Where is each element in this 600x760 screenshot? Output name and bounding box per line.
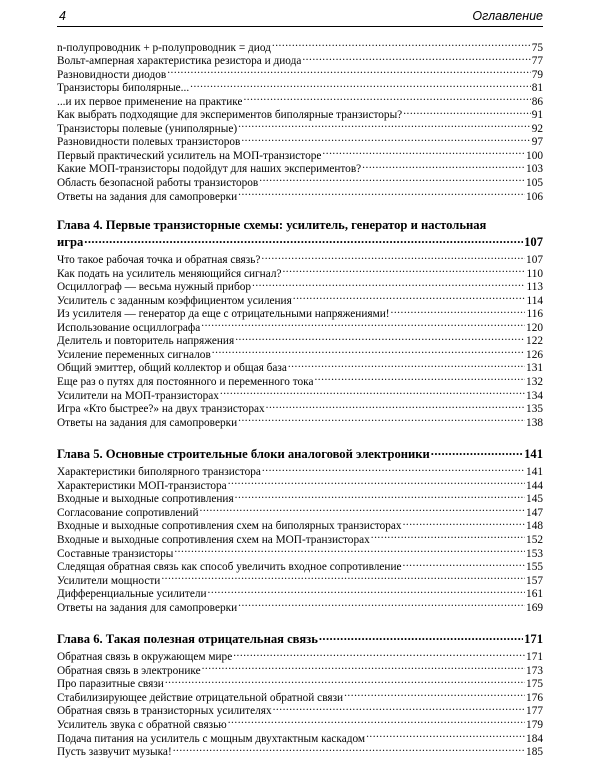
dot-leader	[238, 597, 525, 611]
dot-leader	[288, 358, 525, 372]
toc-entry-title: Ответы на задания для самопроверки	[57, 601, 238, 614]
toc-entry-title: Характеристики биполярного транзистора	[57, 466, 261, 479]
table-of-contents	[57, 37, 543, 759]
toc-entry-title: Составные транзисторы	[57, 547, 174, 560]
toc-entry-page: 145	[526, 493, 543, 506]
toc-entry[interactable]	[57, 37, 543, 54]
dot-leader	[302, 51, 530, 65]
toc-entry-title: Обратная связь в электронике	[57, 664, 201, 677]
toc-entry-title: Усилитель с заданным коэффициентом усиления	[57, 294, 292, 307]
dot-leader	[261, 250, 525, 264]
toc-entry-page: 177	[526, 705, 543, 718]
dot-leader	[259, 172, 525, 186]
toc-entry-title: Входные и выходные сопротивления	[57, 493, 234, 506]
dot-leader	[228, 475, 525, 489]
dot-leader	[344, 687, 525, 701]
dot-leader	[201, 317, 525, 331]
toc-entry-title: Следящая обратная связь как способ увеличить входное сопротивление	[57, 561, 402, 574]
toc-entry-page: 161	[526, 588, 543, 601]
dot-leader	[403, 557, 526, 571]
dot-leader	[165, 674, 525, 688]
toc-entry[interactable]	[57, 462, 543, 479]
toc-entry-page: 141	[526, 466, 543, 479]
toc-entry-page: 135	[526, 403, 543, 416]
toc-entry-page: 144	[526, 479, 543, 492]
dot-leader	[167, 64, 530, 78]
dot-leader	[233, 647, 525, 661]
toc-entry-page: 152	[526, 533, 543, 546]
toc-entry-page: 107	[526, 254, 543, 267]
dot-leader	[190, 78, 531, 92]
dot-leader	[212, 344, 525, 358]
toc-entry-page: 126	[526, 348, 543, 361]
toc-entry-title: Усилители на МОП-транзисторах	[57, 389, 219, 402]
toc-entry-page: 176	[526, 691, 543, 704]
toc-entry[interactable]	[57, 250, 543, 267]
toc-entry-title: Усилитель звука с обратной связью	[57, 718, 227, 731]
dot-leader	[238, 412, 525, 426]
chapter-5-heading[interactable]	[57, 444, 543, 461]
dot-leader	[431, 444, 523, 458]
toc-entry-page: 114	[526, 294, 543, 307]
chapter-5-entries	[57, 462, 543, 614]
dot-leader	[362, 159, 525, 173]
dot-leader	[220, 385, 525, 399]
toc-entry-page: 148	[526, 520, 543, 533]
toc-entry-title: Первый практический усилитель на МОП-транзисторе	[57, 149, 322, 162]
toc-entry-page: 77	[531, 55, 543, 68]
dot-leader	[173, 742, 525, 756]
toc-entry-title: Вольт-амперная характеристика резистора и диода	[57, 55, 302, 68]
page-number: 4	[59, 9, 66, 23]
toc-entry-page: 105	[526, 177, 543, 190]
toc-entry-page: 86	[531, 95, 543, 108]
toc-entry-page: 79	[531, 68, 543, 81]
toc-entry-page: 134	[526, 389, 543, 402]
chapter-5-title: Глава 5. Основные строительные блоки аналоговой электроники	[57, 446, 430, 461]
dot-leader	[266, 399, 525, 413]
toc-entry-page: 138	[526, 416, 543, 429]
toc-entry-title: Общий эмиттер, общий коллектор и общая база	[57, 362, 287, 375]
running-title: Оглавление	[472, 9, 543, 23]
dot-leader	[366, 728, 525, 742]
toc-entry-page: 185	[526, 746, 543, 759]
toc-entry-title: Игра «Кто быстрее?» на двух транзисторах	[57, 403, 265, 416]
toc-entry-title: Обратная связь в транзисторных усилителях	[57, 705, 272, 718]
intro-entries	[57, 37, 543, 203]
toc-entry-title: Какие МОП-транзисторы подойдут для наших экспериментов?	[57, 163, 362, 176]
dot-leader	[282, 263, 525, 277]
chapter-4-page: 107	[524, 234, 543, 249]
toc-entry-title: Обратная связь в окружающем мире	[57, 651, 233, 664]
toc-entry-title: Усиление переменных сигналов	[57, 348, 211, 361]
toc-entry-page: 100	[526, 149, 543, 162]
toc-entry-title: Как выбрать подходящие для экспериментов биполярные транзисторы?	[57, 109, 403, 122]
toc-entry-page: 75	[531, 41, 543, 54]
toc-entry-title: Входные и выходные сопротивления схем на МОП-транзисторах	[57, 533, 370, 546]
toc-entry-page: 92	[531, 122, 543, 135]
dot-leader	[403, 516, 525, 530]
chapter-6-page: 171	[524, 631, 543, 646]
chapter-4-heading[interactable]	[57, 218, 543, 249]
dot-leader	[238, 186, 525, 200]
chapter-4-title-line2: игра	[57, 234, 84, 249]
toc-entry-page: 91	[531, 109, 543, 122]
dot-leader	[252, 277, 525, 291]
toc-entry-title: Входные и выходные сопротивления схем на биполярных транзисторах	[57, 520, 402, 533]
toc-entry-page: 157	[526, 574, 543, 587]
chapter-4-title-line1: Глава 4. Первые транзисторные схемы: усилитель, генератор и настольная	[57, 217, 487, 232]
dot-leader	[314, 371, 525, 385]
dot-leader	[391, 304, 526, 318]
dot-leader	[293, 290, 526, 304]
toc-entry-page: 81	[531, 82, 543, 95]
toc-entry-page: 153	[526, 547, 543, 560]
toc-entry-title: Область безопасной работы транзисторов	[57, 177, 259, 190]
toc-entry-page: 110	[526, 267, 543, 280]
toc-entry-title: Про паразитные связи	[57, 678, 164, 691]
toc-entry-title: Разновидности полевых транзисторов	[57, 136, 241, 149]
dot-leader	[235, 489, 525, 503]
chapter-5-page: 141	[524, 446, 543, 461]
dot-leader	[208, 584, 526, 598]
toc-entry-title: Что такое рабочая точка и обратная связь?	[57, 254, 261, 267]
toc-entry-title: Еще раз о путях для постоянного и переменного тока	[57, 376, 314, 389]
toc-entry-title: ...и их первое применение на практике	[57, 95, 243, 108]
dot-leader	[262, 462, 525, 476]
toc-entry-page: 116	[526, 308, 543, 321]
toc-entry-page: 184	[526, 732, 543, 745]
dot-leader	[319, 629, 523, 643]
dot-leader	[200, 502, 526, 516]
toc-entry-title: Транзисторы полевые (униполярные)	[57, 122, 238, 135]
toc-entry-page: 155	[526, 561, 543, 574]
toc-entry-page: 147	[526, 506, 543, 519]
dot-leader	[235, 331, 525, 345]
chapter-6-heading[interactable]	[57, 629, 543, 646]
dot-leader	[273, 701, 525, 715]
toc-entry-title: Ответы на задания для самопроверки	[57, 416, 238, 429]
toc-entry-page: 120	[526, 321, 543, 334]
toc-entry-page: 131	[526, 362, 543, 375]
dot-leader	[228, 714, 525, 728]
toc-entry-page: 173	[526, 664, 543, 677]
toc-entry-page: 122	[526, 335, 543, 348]
toc-entry-page: 97	[531, 136, 543, 149]
toc-entry-title: Характеристики МОП-транзистора	[57, 479, 227, 492]
toc-entry-page: 171	[526, 651, 543, 664]
dot-leader	[238, 118, 531, 132]
toc-entry-title: Как подать на усилитель меняющийся сигнал?	[57, 267, 282, 280]
toc-entry[interactable]	[57, 647, 543, 664]
dot-leader	[403, 105, 531, 119]
chapter-6-title: Глава 6. Такая полезная отрицательная связь	[57, 631, 318, 646]
toc-entry-page: 103	[526, 163, 543, 176]
chapter-4-entries	[57, 250, 543, 429]
toc-entry-page: 175	[526, 678, 543, 691]
toc-entry-title: Использование осциллографа	[57, 321, 201, 334]
toc-entry-title: Разновидности диодов	[57, 68, 167, 81]
toc-entry-title: Ответы на задания для самопроверки	[57, 190, 238, 203]
toc-entry-page: 106	[526, 190, 543, 203]
toc-entry-title: Осциллограф — весьма нужный прибор	[57, 281, 252, 294]
dot-leader	[371, 529, 525, 543]
toc-entry-title: n-полупроводник + р-полупроводник = диод	[57, 41, 271, 54]
toc-entry-title: Подача питания на усилитель с мощным двухтактным каскадом	[57, 732, 366, 745]
toc-entry-title: Стабилизирующее действие отрицательной обратной связи	[57, 691, 344, 704]
toc-entry-title: Согласование сопротивлений	[57, 506, 199, 519]
toc-entry-title: Делитель и повторитель напряжения	[57, 335, 235, 348]
toc-entry-title: Дифференциальные усилители	[57, 588, 207, 601]
toc-entry-title: Усилители мощности	[57, 574, 161, 587]
dot-leader	[84, 232, 523, 246]
toc-entry-page: 169	[526, 601, 543, 614]
dot-leader	[272, 37, 531, 51]
dot-leader	[322, 145, 525, 159]
page-header	[57, 6, 543, 27]
toc-entry-title: Пусть зазвучит музыка!	[57, 746, 172, 759]
toc-entry-title: Из усилителя — генератор да еще с отрицательными напряжениями!	[57, 308, 390, 321]
toc-entry-page: 132	[526, 376, 543, 389]
dot-leader	[241, 132, 530, 146]
dot-leader	[174, 543, 525, 557]
toc-entry-page: 113	[526, 281, 543, 294]
dot-leader	[161, 570, 525, 584]
toc-entry-title: Транзисторы биполярные...	[57, 82, 190, 95]
toc-entry-page: 179	[526, 718, 543, 731]
dot-leader	[202, 660, 525, 674]
chapter-6-entries	[57, 647, 543, 759]
dot-leader	[243, 91, 530, 105]
